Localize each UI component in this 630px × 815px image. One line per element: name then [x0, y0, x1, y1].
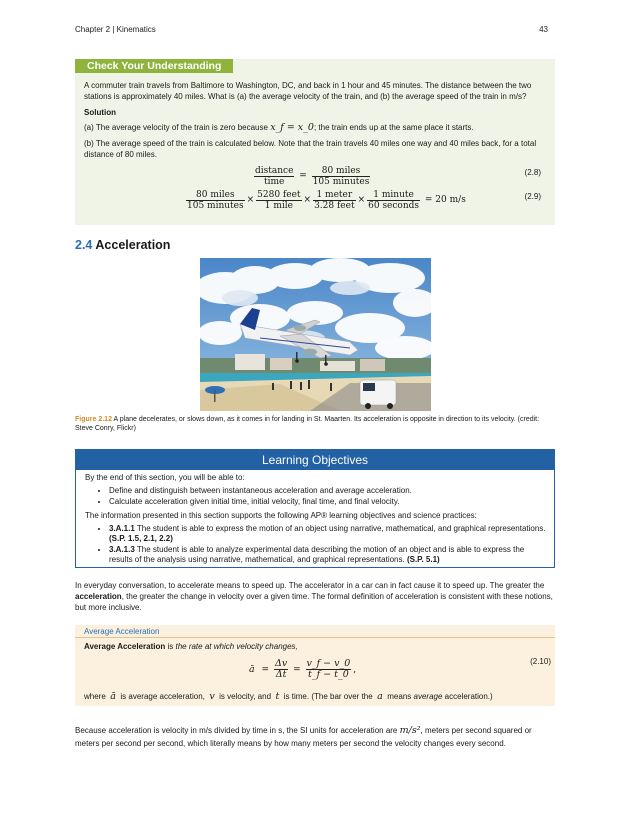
- objectives-list: [85, 486, 546, 507]
- list-item: • 3.A.1.1 The student is able to express the motion of an object using narrative, mathematical, and graphical representations. (S.P. 1.5, 2.1, 2.2): [109, 524, 546, 544]
- definition-text: Average Acceleration is the rate at which velocity changes,: [84, 642, 298, 651]
- equation-number: (2.9): [524, 192, 541, 201]
- body-paragraph: In everyday conversation, to accelerate means to speed up. The accelerator in a car can in fact cause it to speed up. The greater the acceleration, the greater the change in velocity over a given time. The formal definition of acceleration is consistent with these notions, but more inclusive.: [75, 581, 553, 612]
- solution-label: Solution: [84, 108, 116, 117]
- learning-objectives-box: [75, 449, 555, 568]
- part-a-math: x_f = x_0: [270, 121, 314, 133]
- landing-plane-photo: [200, 258, 431, 411]
- figure-caption: [75, 415, 555, 433]
- equation-2-10: ā = $\frac{\Delta v}{\Delta t}$ = $\frac{v\_f - v\_0}{t\_f - t\_0}$ , (2.10): [249, 657, 551, 680]
- ap-objectives-list: [85, 524, 546, 565]
- definition-where: where ā is average acceleration, v is velocity, and t is time. (The bar over the a means average acceleration.): [84, 691, 493, 702]
- chapter-title: Chapter 2 | Kinematics: [75, 25, 156, 34]
- section-title: Acceleration: [95, 238, 171, 252]
- page-number: 43: [539, 25, 548, 34]
- check-understanding-title: Check Your Understanding: [75, 59, 233, 73]
- si-unit: m/s²: [399, 725, 421, 736]
- body-paragraph: Because acceleration is velocity in m/s divided by time in s, the SI units for acceleration are m/s², meters per second squared or meters per second per second, which literally means by how many meters per second the velocity changes every second.: [75, 725, 532, 748]
- equation-number: (2.10): [530, 657, 551, 666]
- list-item: • Calculate acceleration given initial time, initial velocity, final time, and final velocity.: [109, 497, 546, 507]
- solution-part-a: (a) The average velocity of the train is zero because x_f = x_0; the train ends up at the same place it starts.: [84, 121, 474, 133]
- question-text: A commuter train travels from Baltimore to Washington, DC, and back in 1 hour and 45 minutes. The distance between the two stations is approximately 40 miles. What is (a) the average velocity of the train, and (b) the average speed of the train in m/s?: [84, 81, 532, 101]
- equation-2-9: $\frac{\text{80 miles}}{\text{105 minutes}}$ × $\frac{\text{5280 feet}}{\text{1 mile}}$ × $\frac{\text{1 meter}}{\text{3.28 feet}}$ × $\frac{\text{1 minute}}{\text{60 seconds}}$ = 20 m/s (2.9): [187, 190, 541, 211]
- figure-label: Figure 2.12: [75, 416, 112, 423]
- term-acceleration: acceleration: [75, 592, 122, 601]
- ap-intro: The information presented in this section supports the following AP® learning objectives and science practices:: [85, 511, 477, 520]
- photo-illustration: [200, 258, 431, 411]
- running-header: [75, 25, 548, 37]
- definition-box: [75, 625, 555, 706]
- list-item: • Define and distinguish between instantaneous acceleration and average acceleration.: [109, 486, 546, 496]
- list-item: • 3.A.1.3 The student is able to analyze experimental data describing the motion of an object and is able to express the results of the analysis using narrative, mathematical, and graphical representations. (S.P. 5.1): [109, 545, 546, 565]
- definition-title: Average Acceleration: [84, 627, 160, 636]
- check-understanding-box: [75, 59, 555, 225]
- section-number: 2.4: [75, 238, 93, 252]
- objectives-intro: By the end of this section, you will be able to:: [85, 473, 245, 482]
- equation-number: (2.8): [524, 168, 541, 177]
- solution-part-b: (b) The average speed of the train is calculated below. Note that the train travels 40 miles one way and 40 miles back, for a total distance of 80 miles.: [84, 139, 537, 159]
- figure-caption-text: A plane decelerates, or slows down, as it comes in for landing in St. Maarten. Its acceleration is opposite in direction to its velocity. (credit: Steve Conry, Flickr): [75, 416, 540, 432]
- equation-2-8: $\frac{\text{distance}}{\text{time}}$ = $\frac{\text{80 miles}}{\text{105 minutes}}$ (2.8): [255, 166, 541, 187]
- section-heading: [75, 238, 170, 252]
- learning-objectives-title: Learning Objectives: [76, 450, 554, 470]
